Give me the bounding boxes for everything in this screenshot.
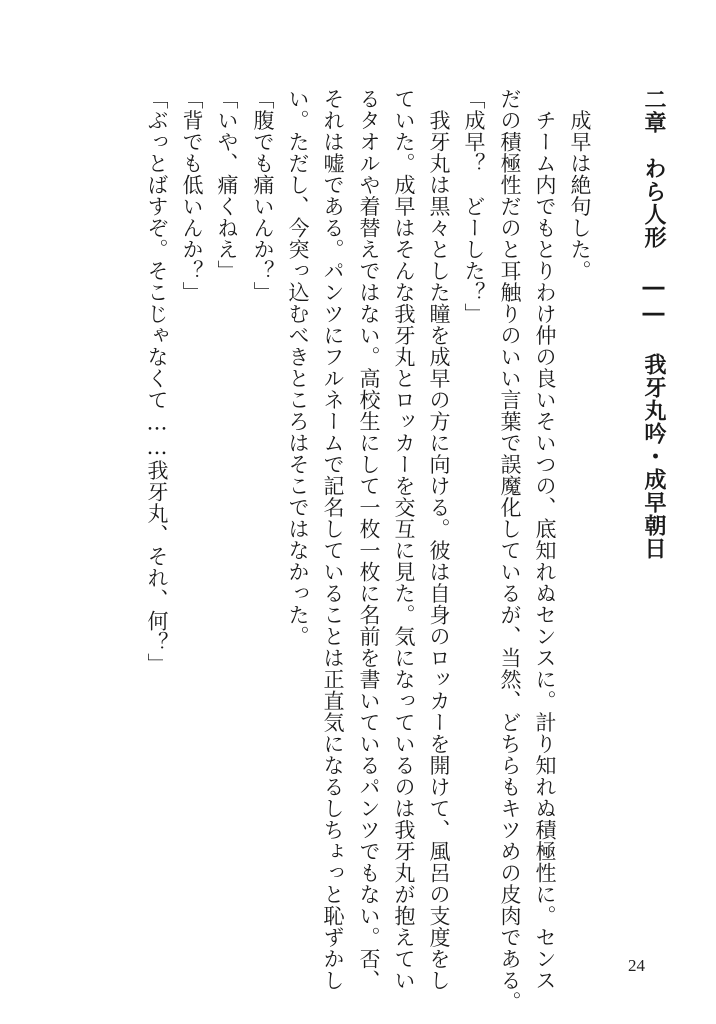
text-column: 「背でも低いんか？」	[180, 88, 204, 303]
text-column: それは嘘である。パンツにフルネームで記名していることは正直気になるしちょっと恥ずかし	[321, 88, 345, 991]
text-column: 「いや、痛くねえ」	[215, 88, 239, 282]
text-column: るタオルや着替えではない。高校生にして一枚一枚に名前を書いているパンツでもない。否、	[357, 88, 381, 991]
text-column: 「腹でも痛いんか？」	[251, 88, 275, 303]
text-column: い。ただし、今突っ込むべきところはそこではなかった。	[286, 88, 310, 647]
text-column: 成早は絶句した。	[568, 88, 592, 282]
text-column: 我牙丸は黒々とした瞳を成早の方に向ける。彼は自身のロッカーを開けて、風呂の支度をし	[427, 88, 451, 991]
text-column: だの積極性だのと耳触りのいい言葉で誤魔化しているが、当然、どちらもキツめの皮肉である。	[498, 88, 522, 1013]
text-column: チーム内でもとりわけ仲の良いそいつの、底知れぬセンスに。計り知れぬ積極性に。センス	[533, 88, 557, 991]
page-number: 24	[628, 956, 645, 975]
text-column: ていた。成早はそんな我牙丸とロッカーを交互に見た。気になっているのは我牙丸が抱えてい	[392, 88, 416, 991]
text-column: 「ぶっとばすぞ。そこじゃなくて……我牙丸、それ、何？」	[145, 88, 169, 675]
text-column: 「成早？ どーした？」	[462, 88, 486, 325]
chapter-title: 二章 わら人形 ―― 我牙丸吟・成早朝日	[641, 88, 666, 560]
